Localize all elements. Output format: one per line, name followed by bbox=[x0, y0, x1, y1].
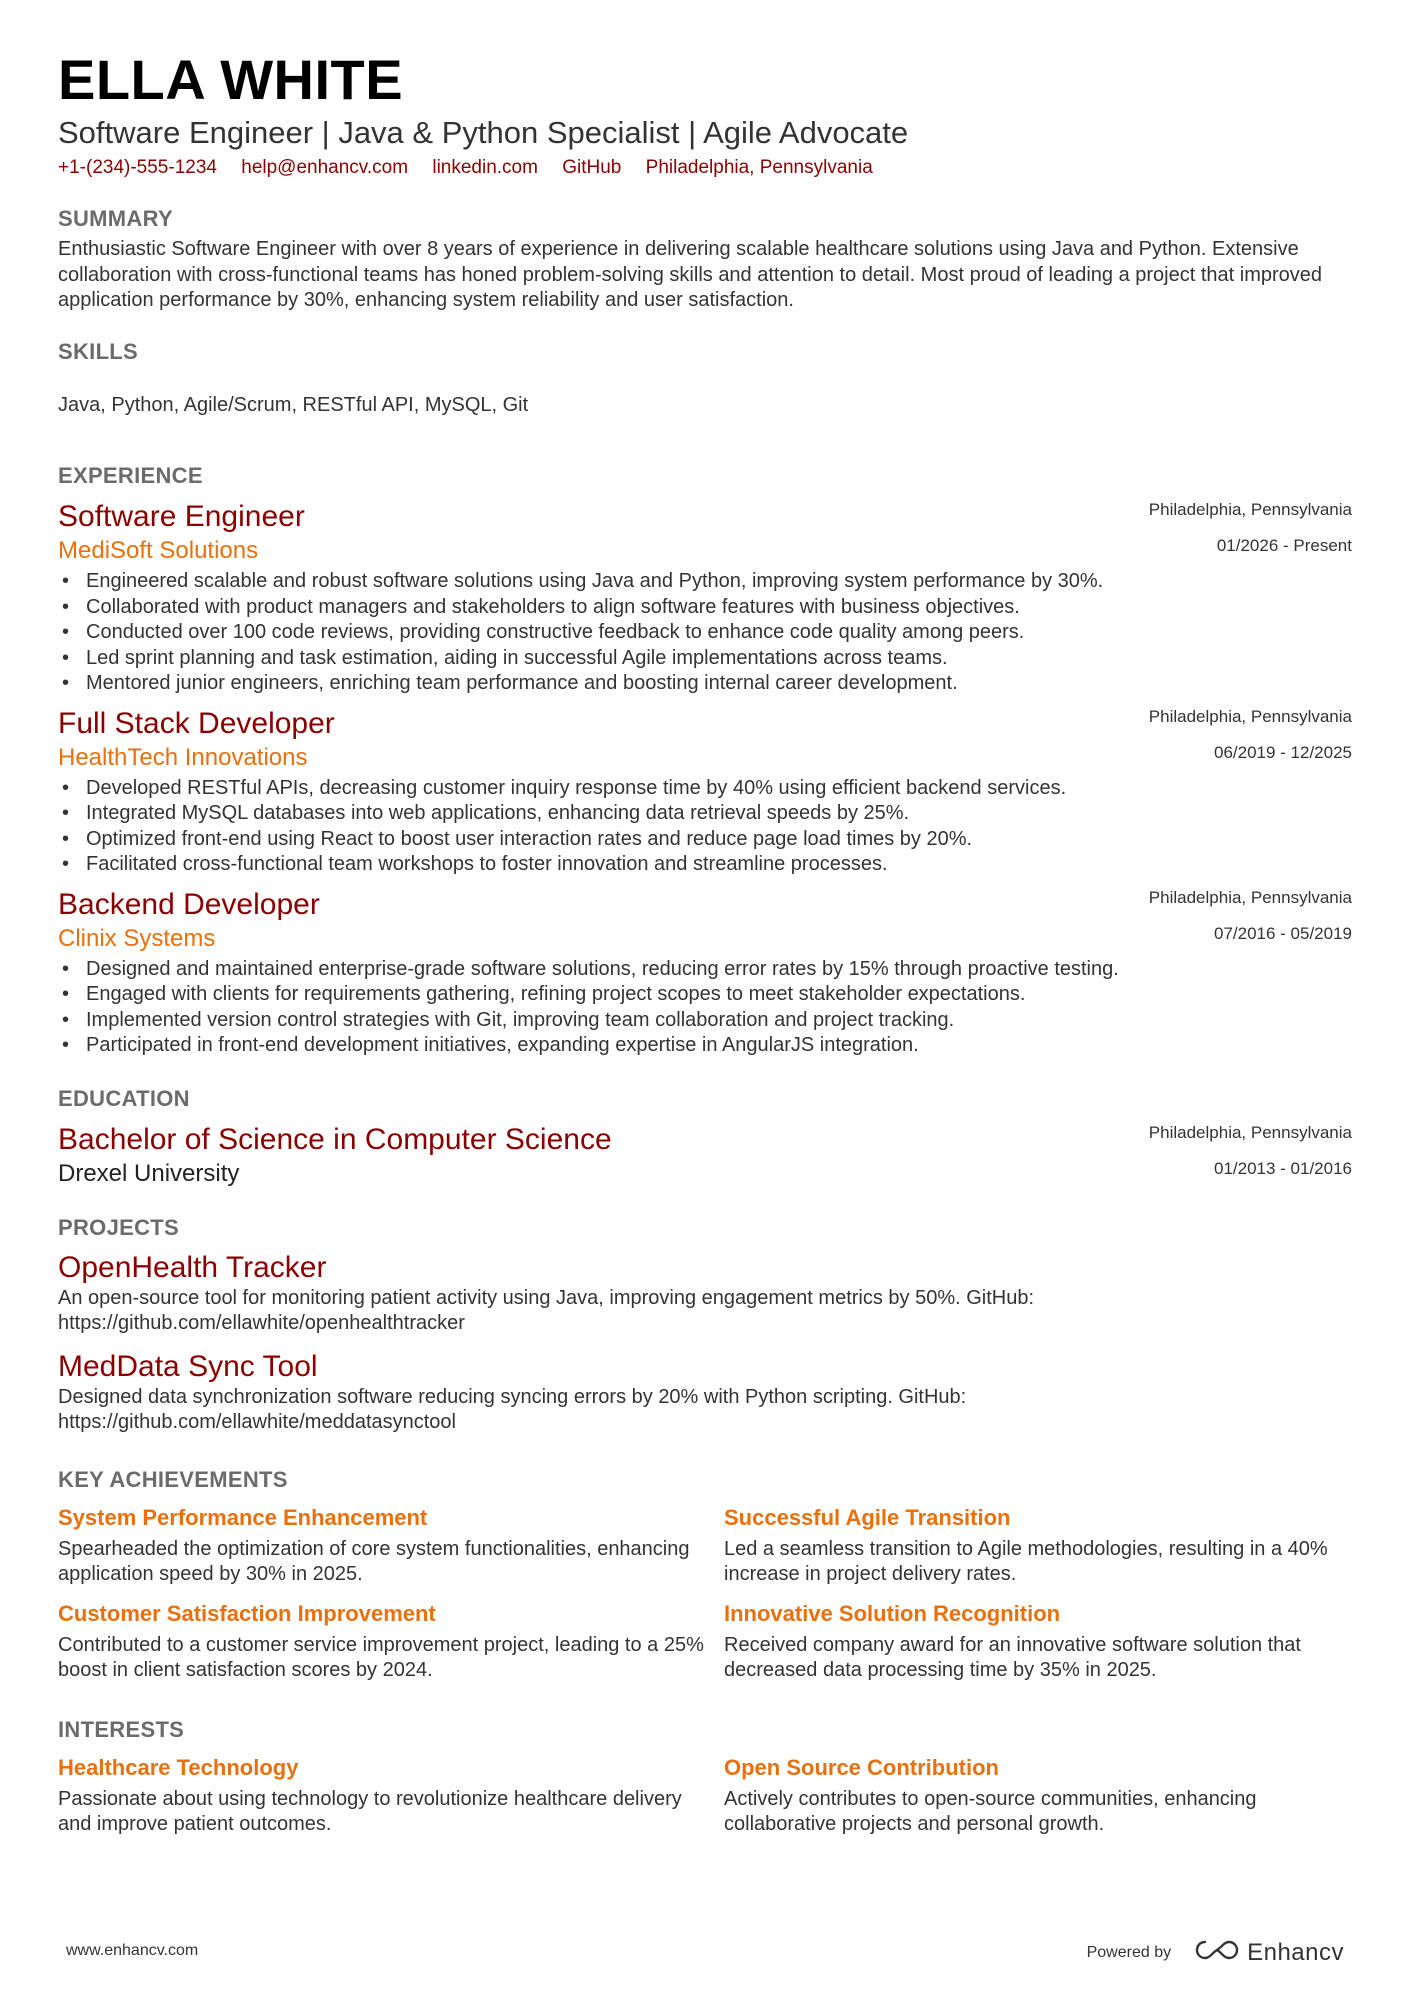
skills-section bbox=[58, 338, 1352, 419]
interest-item bbox=[58, 1754, 724, 1838]
list-item: • Developed RESTful APIs, decreasing customer inquiry response time by 40% using efficient backend services. bbox=[58, 776, 1352, 802]
brand-name[interactable]: Enhancv bbox=[1247, 1938, 1344, 1966]
summary-text: Enthusiastic Software Engineer with over 8 years of experience in delivering scalable healthcare solutions using Java and Python. Extensive collaboration with cross-functional teams has honed problem-solving skills and attention to detail. Most proud of leading a project that improved application performance by 30%, enhancing system reliability and user satisfaction. bbox=[58, 238, 1323, 311]
achievement-title: System Performance Enhancement bbox=[58, 1504, 428, 1530]
section-title: KEY ACHIEVEMENTS bbox=[58, 1466, 288, 1492]
list-item: • Implemented version control strategies with Git, improving team collaboration and project tracking. bbox=[58, 1008, 1352, 1034]
interests-grid bbox=[58, 1754, 1352, 1838]
interest-text: Actively contributes to open-source communities, enhancing collaborative projects and personal growth. bbox=[724, 1787, 1257, 1835]
list-item: • Engineered scalable and robust software solutions using Java and Python, improving system performance by 30%. bbox=[58, 569, 1352, 595]
interest-item bbox=[724, 1754, 1364, 1838]
project-entry bbox=[58, 1349, 1352, 1436]
list-item: • Designed and maintained enterprise-grade software solutions, reducing error rates by 15% through proactive testing. bbox=[58, 957, 1352, 983]
list-item: • Engaged with clients for requirements gathering, refining project scopes to meet stakeholder expectations. bbox=[58, 982, 1352, 1008]
achievement-title: Successful Agile Transition bbox=[724, 1504, 1011, 1530]
section-title: INTERESTS bbox=[58, 1716, 185, 1742]
achievement-text: Spearheaded the optimization of core system functionalities, enhancing application speed by 30% in 2025. bbox=[58, 1537, 690, 1585]
contact-linkedin[interactable]: linkedin.com bbox=[432, 157, 538, 178]
contact-location: Philadelphia, Pennsylvania bbox=[645, 157, 873, 178]
job-role: Full Stack Developer bbox=[58, 706, 335, 740]
job-bullets bbox=[58, 957, 1352, 1059]
experience-entry bbox=[58, 498, 1352, 697]
contact-phone[interactable]: +1-(234)-555-1234 bbox=[58, 157, 217, 178]
achievement-text: Led a seamless transition to Agile methodologies, resulting in a 40% increase in project delivery rates. bbox=[724, 1537, 1328, 1585]
candidate-headline: Software Engineer | Java & Python Specialist | Agile Advocate bbox=[58, 115, 909, 150]
achievement-title: Customer Satisfaction Improvement bbox=[58, 1600, 436, 1626]
achievement-item bbox=[724, 1504, 1364, 1588]
resume-header bbox=[58, 48, 1352, 180]
entry-dates: 01/2013 - 01/2016 bbox=[1213, 1158, 1352, 1178]
entry-dates: 01/2026 - Present bbox=[1216, 536, 1352, 555]
achievement-item bbox=[58, 1600, 724, 1684]
list-item: • Facilitated cross-functional team workshops to foster innovation and streamline processes. bbox=[58, 852, 1352, 878]
education-entry bbox=[58, 1121, 1352, 1188]
project-description: An open-source tool for monitoring patient activity using Java, improving engagement metrics by 50%. GitHub: https://github.com/ellawhite/openhealthtracker bbox=[58, 1286, 1035, 1334]
entry-location: Philadelphia, Pennsylvania bbox=[1148, 1122, 1352, 1142]
powered-by-label: Powered by bbox=[1086, 1943, 1172, 1961]
contact-github[interactable]: GitHub bbox=[562, 157, 622, 178]
list-item: • Participated in front-end development initiatives, expanding expertise in AngularJS integration. bbox=[58, 1033, 1352, 1059]
achievements-section bbox=[58, 1466, 1352, 1684]
entry-dates: 06/2019 - 12/2025 bbox=[1213, 742, 1352, 762]
experience-entry bbox=[58, 886, 1352, 1059]
entry-location: Philadelphia, Pennsylvania bbox=[1148, 706, 1352, 726]
section-title: SUMMARY bbox=[58, 206, 173, 231]
section-title: SKILLS bbox=[58, 338, 139, 364]
entry-location: Philadelphia, Pennsylvania bbox=[1148, 887, 1352, 907]
job-role: Software Engineer bbox=[58, 500, 305, 533]
project-name: OpenHealth Tracker bbox=[58, 1250, 327, 1284]
list-item: • Led sprint planning and task estimation, aiding in successful Agile implementations across teams. bbox=[58, 646, 1352, 672]
candidate-name: ELLA WHITE bbox=[58, 48, 404, 111]
job-company: HealthTech Innovations bbox=[58, 743, 308, 771]
job-company: Clinix Systems bbox=[58, 924, 216, 952]
education-section bbox=[58, 1085, 1352, 1188]
section-title: EXPERIENCE bbox=[58, 463, 203, 488]
footer-brand bbox=[1087, 1938, 1344, 1967]
achievements-grid bbox=[58, 1504, 1352, 1684]
interest-title: Open Source Contribution bbox=[724, 1754, 999, 1780]
achievement-text: Contributed to a customer service improvement project, leading to a 25% boost in client satisfaction scores by 2024. bbox=[58, 1633, 704, 1681]
experience-entry bbox=[58, 705, 1352, 878]
entry-dates: 07/2016 - 05/2019 bbox=[1213, 923, 1352, 943]
achievement-text: Received company award for an innovative software solution that decreased data processing time by 35% in 2025. bbox=[724, 1633, 1301, 1681]
project-entry bbox=[58, 1250, 1352, 1337]
job-company: MediSoft Solutions bbox=[58, 537, 259, 564]
project-description: Designed data synchronization software reducing syncing errors by 20% with Python scripting. GitHub: https://github.com/ellawhite/meddatasynctool bbox=[58, 1385, 967, 1433]
summary-section bbox=[58, 205, 1352, 314]
interest-text: Passionate about using technology to revolutionize healthcare delivery and improve patient outcomes. bbox=[58, 1787, 682, 1835]
contact-info bbox=[58, 156, 1352, 180]
job-bullets bbox=[58, 569, 1352, 697]
achievement-item bbox=[724, 1600, 1364, 1684]
school-name: Drexel University bbox=[58, 1159, 240, 1187]
achievement-title: Innovative Solution Recognition bbox=[724, 1600, 1061, 1626]
list-item: • Optimized front-end using React to boost user interaction rates and reduce page load times by 20%. bbox=[58, 827, 1352, 853]
footer-url[interactable]: www.enhancv.com bbox=[66, 1942, 199, 1959]
skills-text: Java, Python, Agile/Scrum, RESTful API, MySQL, Git bbox=[58, 393, 529, 416]
list-item: • Mentored junior engineers, enriching team performance and boosting internal career development. bbox=[58, 671, 1352, 697]
interests-section bbox=[58, 1716, 1352, 1838]
project-name: MedData Sync Tool bbox=[58, 1349, 318, 1383]
section-title: PROJECTS bbox=[58, 1214, 179, 1240]
experience-section bbox=[58, 462, 1352, 1059]
contact-email[interactable]: help@enhancv.com bbox=[241, 157, 409, 178]
list-item: • Integrated MySQL databases into web applications, enhancing data retrieval speeds by 25%. bbox=[58, 801, 1352, 827]
degree-title: Bachelor of Science in Computer Science bbox=[58, 1122, 612, 1156]
job-role: Backend Developer bbox=[58, 887, 320, 921]
achievement-item bbox=[58, 1504, 724, 1588]
projects-section bbox=[58, 1214, 1352, 1436]
section-title: EDUCATION bbox=[58, 1085, 190, 1111]
interest-title: Healthcare Technology bbox=[58, 1754, 299, 1780]
list-item: • Collaborated with product managers and stakeholders to align software features with business objectives. bbox=[58, 595, 1352, 621]
enhancv-logo-icon bbox=[1195, 1938, 1239, 1967]
list-item: • Conducted over 100 code reviews, providing constructive feedback to enhance code quality among peers. bbox=[58, 620, 1352, 646]
entry-location: Philadelphia, Pennsylvania bbox=[1148, 500, 1352, 519]
page-footer bbox=[66, 1938, 1344, 1968]
job-bullets bbox=[58, 776, 1352, 878]
